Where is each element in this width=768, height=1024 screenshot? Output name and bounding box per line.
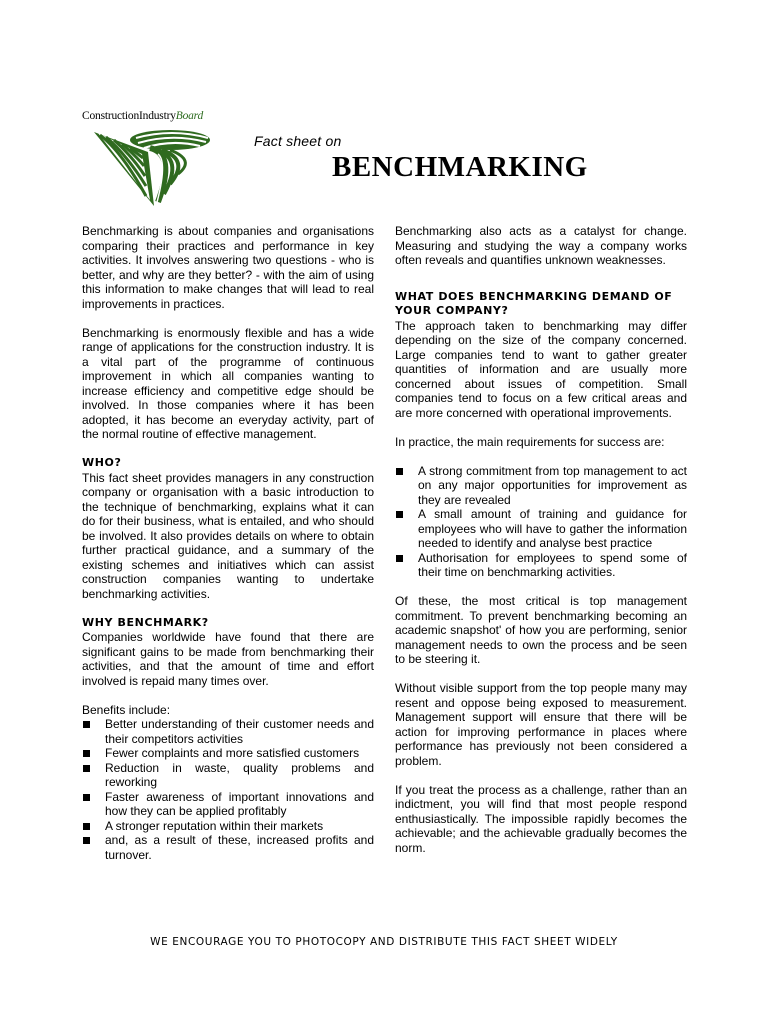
catalyst-paragraph: Benchmarking also acts as a catalyst for change. Measuring and studying the way a company works often reveals and quantifies unknown weaknesses.	[395, 224, 687, 267]
list-item: and, as a result of these, increased profits and turnover.	[82, 833, 374, 862]
why-paragraph: Companies worldwide have found that there are significant gains to be made from benchmarking their activities, and that the amount of time and effort involved is repaid many times over.	[82, 630, 374, 688]
list-item: Reduction in waste, quality problems and reworking	[82, 761, 374, 790]
critical-paragraph: Of these, the most critical is top management commitment. To prevent benchmarking becoming an academic snapshot' of how you are performing, senior management needs to own the process and be seen to be steering it.	[395, 594, 687, 666]
list-item: Faster awareness of important innovations and how they can be applied profitably	[82, 790, 374, 819]
who-paragraph: This fact sheet provides managers in any construction company or organisation with a basic introduction to the technique of benchmarking, explains what it can do for their business, what is entailed, and who should be involved. It also provides details on where to obtain further practical guidance, and a summary of the existing schemes and initiatives which can assist construction companies wanting to undertake benchmarking activities.	[82, 470, 374, 601]
logo-wordmark: ConstructionIndustryBoard	[82, 110, 204, 122]
page-title: BENCHMARKING	[332, 151, 588, 183]
footer-note: WE ENCOURAGE YOU TO PHOTOCOPY AND DISTRIBUTE THIS FACT SHEET WIDELY	[150, 936, 618, 948]
intro-paragraph: Benchmarking is about companies and organisations comparing their practices and performance in key activities. It involves answering two questions - who is better, and why are they better? - with the aim of using this information to make changes that will lead to real improvements in practices.	[82, 224, 374, 311]
fact-sheet-label: Fact sheet on	[254, 133, 342, 149]
requirements-list	[395, 464, 687, 580]
flexibility-paragraph: Benchmarking is enormously flexible and has a wide range of applications for the construction industry. It is a vital part of the programme of continuous improvement in which all companies wanting to increase efficiency and competitive edge should be involved. In those companies where it has been adopted, it has become an everyday activity, part of the normal routine of effective management.	[82, 325, 374, 441]
challenge-paragraph: If you treat the process as a challenge, rather than an indictment, you will find that most people respond enthusiastically. The impossible rapidly becomes the achievable; and the achievable gradually becomes the norm.	[395, 782, 687, 855]
construction-industry-board-logo	[82, 110, 252, 210]
list-item: A stronger reputation within their markets	[82, 819, 374, 834]
demand-paragraph: The approach taken to benchmarking may differ depending on the size of the company concerned. Large companies tend to want to gather greater quantities of information and are usually more concerned about issues of competition. Small companies tend to focus on a few critical areas and are more concerned with operational improvements.	[395, 318, 687, 420]
requirements-intro: In practice, the main requirements for success are:	[395, 434, 665, 449]
demand-heading: WHAT DOES BENCHMARKING DEMAND OF YOUR COMPANY?	[395, 289, 673, 317]
benefits-intro: Benefits include:	[82, 702, 171, 717]
why-benchmark-heading: WHY BENCHMARK?	[82, 615, 209, 629]
who-heading: WHO?	[82, 456, 122, 469]
list-item: A small amount of training and guidance for employees who will have to gather the information needed to identify and analyse best practice	[395, 507, 687, 551]
support-paragraph: Without visible support from the top people many may resent and oppose being exposed to measurement. Management support will ensure that there will be action for improving performance in places where performance has previously not been considered a problem.	[395, 681, 687, 768]
field-rows-icon	[92, 124, 212, 208]
list-item: A strong commitment from top management to act on any major opportunities for improvement as they are revealed	[395, 464, 687, 508]
list-item: Fewer complaints and more satisfied customers	[82, 746, 374, 761]
benefits-list	[82, 717, 374, 862]
list-item: Authorisation for employees to spend some of their time on benchmarking activities.	[395, 551, 687, 580]
left-column	[82, 224, 374, 877]
right-column	[395, 224, 687, 870]
list-item: Better understanding of their customer needs and their competitors activities	[82, 717, 374, 746]
